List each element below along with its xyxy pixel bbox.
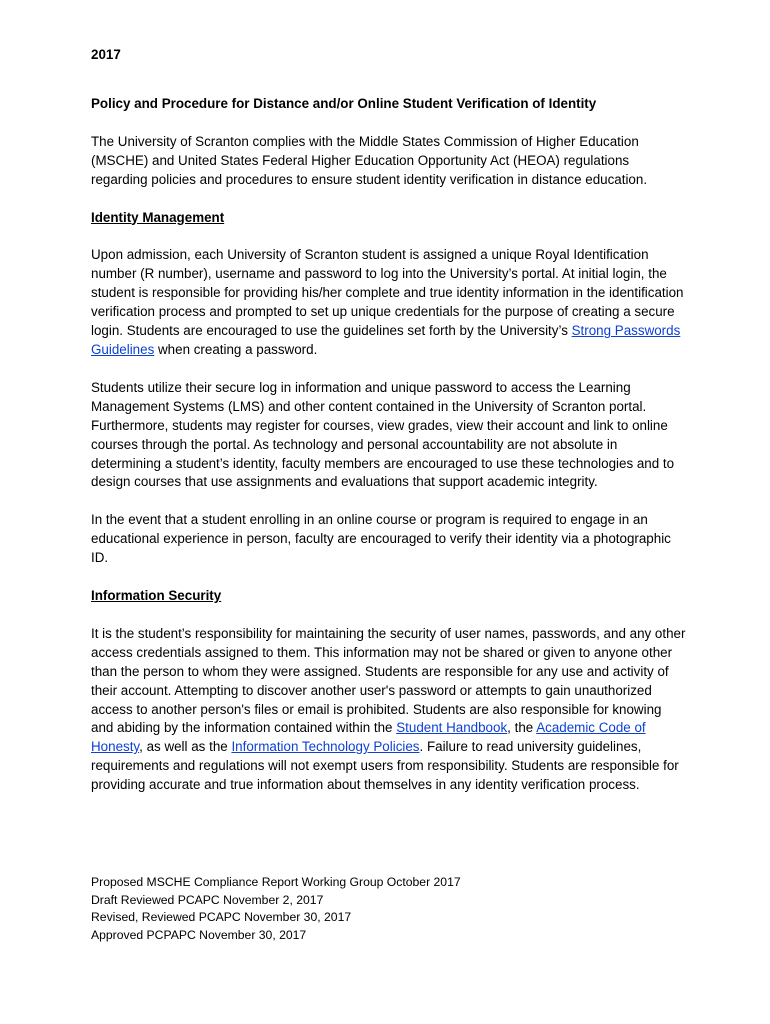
strong-passwords-link[interactable]: Strong Passwords Guidelines xyxy=(91,323,681,357)
document-year: 2017 xyxy=(91,47,121,62)
it-policies-link[interactable]: Information Technology Policies xyxy=(231,739,420,755)
footer-line: Draft Reviewed PCAPC November 2, 2017 xyxy=(91,892,324,907)
academic-code-link[interactable]: Academic Code of Honesty xyxy=(91,720,646,755)
revision-footer xyxy=(91,874,461,944)
document-body xyxy=(91,46,687,814)
student-handbook-link[interactable]: Student Handbook xyxy=(396,720,508,736)
document-title: Policy and Procedure for Distance and/or Online Student Verification of Identity xyxy=(91,95,597,111)
identity-paragraph-1: Upon admission, each University of Scranton student is assigned a unique Royal Identification number (R number), username and password to log into the University’s portal. At initial login, the student is responsible for providing his/her complete and true identity information in the identification verification process and prompted to set up unique credentials for the purpose of creating a secure login. Students are encouraged to use the guidelines set forth by the University’s Strong Passwords Guidelines when creating a password. xyxy=(91,247,684,357)
identity-paragraph-3: In the event that a student enrolling in an online course or program is required to engage in an educational experience in person, faculty are encouraged to verify their identity via a photographic ID. xyxy=(91,512,671,566)
identity-management-heading: Identity Management xyxy=(91,209,225,225)
information-security-heading: Information Security xyxy=(91,588,222,604)
security-paragraph: It is the student’s responsibility for maintaining the security of user names, passwords, and any other access credentials assigned to them. This information may not be shared or given to anyone other than the person to whom they were assigned. Students are responsible for any use and activity of their account. Attempting to discover another user's password or attempts to gain unauthorized access to another person's files or email is prohibited. Students are also responsible for knowing and abiding by the information contained within the Student Handbook, the Academic Code of Honesty, as well as the Information Technology Policies. Failure to read university guidelines, requirements and regulations will not exempt users from responsibility. Students are responsible for providing accurate and true information about themselves in any identity verification process. xyxy=(91,625,686,793)
identity-paragraph-2: Students utilize their secure log in information and unique password to access the Learning Management Systems (LMS) and other content contained in the University of Scranton portal. Furthermore, students may register for courses, view grades, view their account and link to online courses through the portal. As technology and personal accountability are not absolute in determining a student’s identity, faculty members are encouraged to use these technologies and to design courses that use assignments and evaluations that support academic integrity. xyxy=(91,379,675,490)
footer-line: Revised, Reviewed PCAPC November 30, 2017 xyxy=(91,910,352,925)
intro-paragraph: The University of Scranton complies with the Middle States Commission of Higher Education (MSCHE) and United States Federal Higher Education Opportunity Act (HEOA) regulations regarding policies and procedures to ensure student identity verification in distance education. xyxy=(91,133,648,187)
footer-line: Proposed MSCHE Compliance Report Working Group October 2017 xyxy=(91,875,461,889)
footer-line: Approved PCPAPC November 30, 2017 xyxy=(91,927,307,942)
